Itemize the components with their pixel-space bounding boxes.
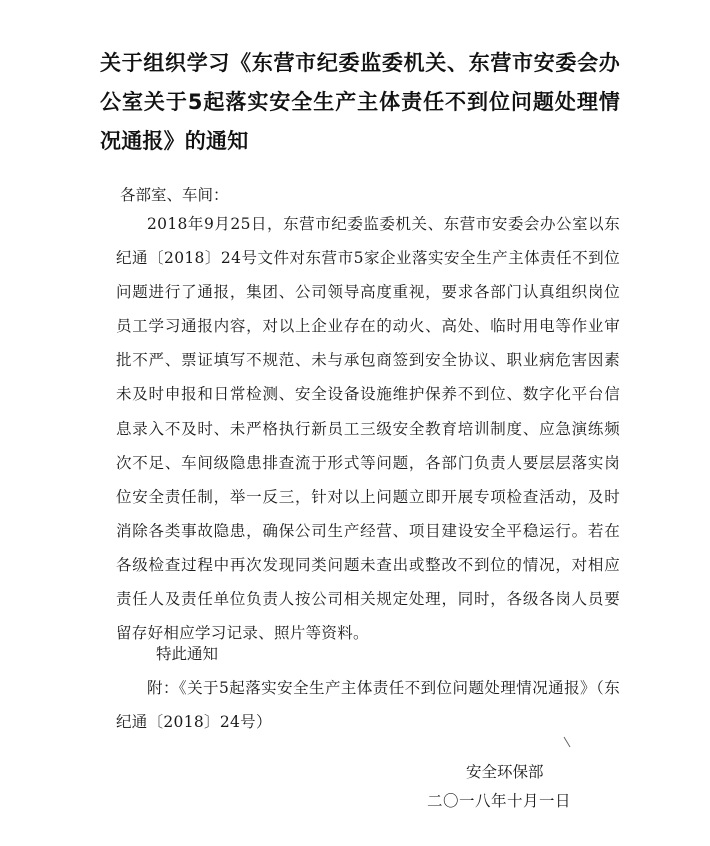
document-title: 关于组织学习《东营市纪委监委机关、东营市安委会办公室关于5起落实安全生产主体责任不到位问题处理情况通报》的通知 bbox=[100, 51, 620, 153]
closing-line: 特此通知 bbox=[156, 645, 219, 663]
body-paragraph: 2018年9月25日，东营市纪委监委机关、东营市安委会办公室以东纪通〔2018〕24号文件对东营市5家企业落实安全生产主体责任不到位问题进行了通报，集团、公司领导高度重视，要求各部门认真组织岗位员工学习通报内容，对以上企业存在的动火、高处、临时用电等作业审批不严、票证填写不规范、未与承包商签到安全协议、职业病危害因素未及时申报和日常检测、安全设备设施维护保养不到位、数字化平台信息录入不及时、未严格执行新员工三级安全教育培训制度、应急演练频次不足、车间级隐患排查流于形式等问题，各部门负责人要层层落实岗位安全责任制，举一反三，针对以上问题立即开展专项检查活动，及时消除各类事故隐患，确保公司生产经营、项目建设安全平稳运行。若在各级检查过程中再次发现同类问题未查出或整改不到位的情况，对相应责任人及责任单位负责人按公司相关规定处理，同时，各级各岗人员要留存好相应学习记录、照片等资料。 bbox=[116, 215, 620, 643]
issuing-department: 安全环保部 bbox=[466, 763, 544, 781]
issue-date: 二〇一八年十月一日 bbox=[427, 792, 572, 810]
salutation: 各部室、车间： bbox=[120, 186, 229, 204]
scan-speck-mark bbox=[562, 736, 572, 748]
attachment-note: 附：《关于5起落实安全生产主体责任不到位问题处理情况通报》（东纪通〔2018〕24号） bbox=[116, 679, 620, 731]
